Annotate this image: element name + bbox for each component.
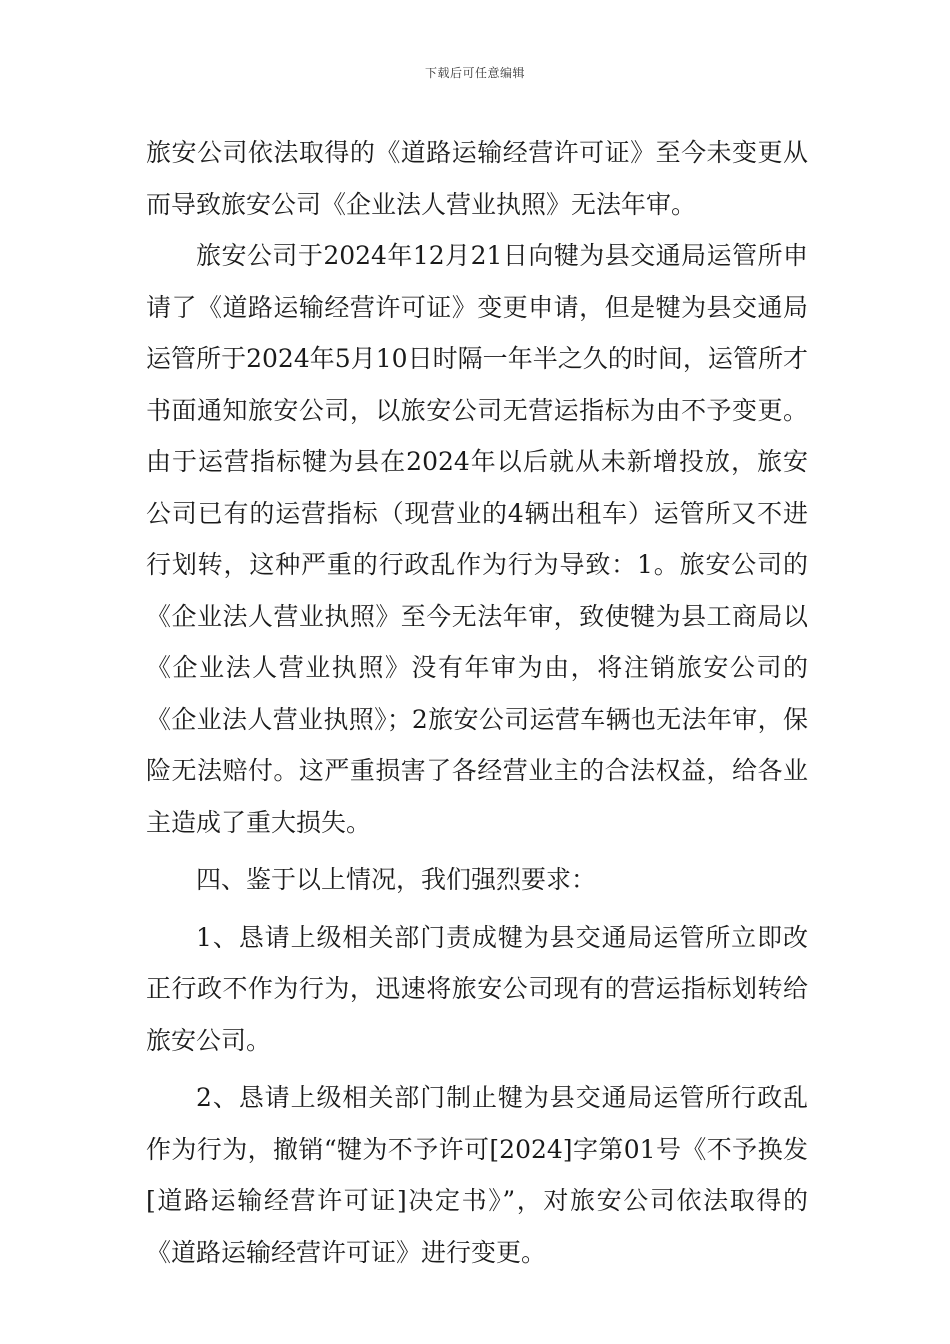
document-body	[146, 127, 808, 1278]
paragraph-section-four-heading: 四、鉴于以上情况，我们强烈要求：	[196, 865, 597, 894]
header-note: 下载后可任意编辑	[424, 66, 525, 80]
paragraph-request-two: 2、恳请上级相关部门制止犍为县交通局运管所行政乱作为行为，撤销“犍为不予许可[2024]字第01号《不予换发[道路运输经营许可证]决定书》”，对旅安公司依法取得的《道路运输经营许可证》进行变更。	[146, 1083, 808, 1267]
paragraph-application-history: 旅安公司于2024年12月21日向犍为县交通局运管所申请了《道路运输经营许可证》变更申请，但是犍为县交通局运管所于2024年5月10日时隔一年半之久的时间，运管所才书面通知旅安公司，以旅安公司无营运指标为由不予变更。由于运营指标犍为县在2024年以后就从未新增投放，旅安公司已有的运营指标（现营业的4辆出租车）运管所又不进行划转，这种严重的行政乱作为行为导致：1。旅安公司的《企业法人营业执照》至今无法年审，致使犍为县工商局以《企业法人营业执照》没有年审为由，将注销旅安公司的《企业法人营业执照》；2旅安公司运营车辆也无法年审，保险无法赔付。这严重损害了各经营业主的合法权益，给各业主造成了重大损失。	[146, 241, 808, 837]
paragraph-request-one: 1、恳请上级相关部门责成犍为县交通局运管所立即改正行政不作为行为，迅速将旅安公司现有的营运指标划转给旅安公司。	[146, 922, 808, 1055]
paragraph-continuation: 旅安公司依法取得的《道路运输经营许可证》至今未变更从而导致旅安公司《企业法人营业执照》无法年审。	[146, 138, 808, 219]
